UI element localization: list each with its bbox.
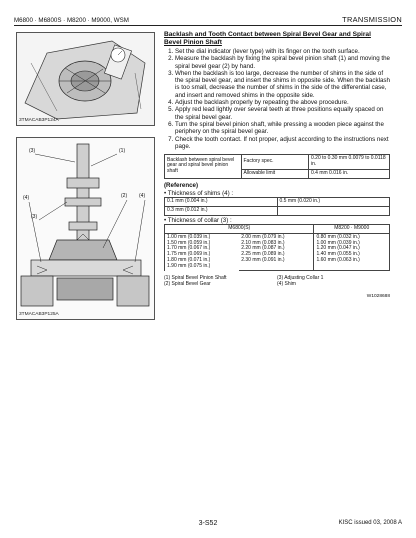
collar-value: 1.70 mm (0.067 in.) bbox=[167, 245, 211, 252]
collar-value: 2.25 mm (0.089 in.) bbox=[241, 251, 285, 258]
legend-item: (3) Adjusting Collar 1 bbox=[277, 275, 324, 282]
step-item: 1. Set the dial indicator (lever type) with its finger on the tooth surface. bbox=[175, 48, 390, 55]
shims-table bbox=[164, 197, 390, 216]
gear-housing-illustration bbox=[17, 33, 154, 125]
collar-value: 1.00 mm (0.039 in.) bbox=[167, 233, 211, 240]
page-number: 3-S52 bbox=[198, 520, 218, 527]
step-item: 3. When the backlash is too large, decrease the number of shims in the side of the spiral bevel gear, and insert the shims in opposite side. When the backlash is too small, decrease the number of shims in the side of the differential case, and insert and removed shims in the opposite side. bbox=[175, 70, 390, 99]
spec-item: Backlash between spiral bevel gear and spiral bevel pinion shaft bbox=[165, 155, 242, 178]
allowable-limit-value: 0.4 mm 0.016 in. bbox=[309, 169, 390, 178]
spec-table bbox=[164, 154, 390, 178]
legend-item: (1) Spiral Bevel Pinion Shaft bbox=[164, 275, 227, 282]
table-cell: 0.1 mm (0.004 in.) bbox=[165, 198, 278, 207]
legend-item: (2) Spiral Bevel Gear bbox=[164, 281, 211, 288]
document-code: W1028688 bbox=[366, 294, 390, 300]
pinion-shaft-section-illustration bbox=[17, 138, 154, 319]
procedure-steps bbox=[164, 48, 390, 150]
factory-spec-label: Factory spec. bbox=[241, 155, 309, 170]
collar-col-m8200: M8200 · M9000 bbox=[314, 225, 390, 234]
step-item: 5. Apply red lead lightly over several teeth at three positions equally spaced on the spiral bevel gear. bbox=[175, 106, 390, 121]
header-rule bbox=[14, 25, 402, 26]
figure-dial-indicator bbox=[16, 32, 155, 126]
table-cell bbox=[239, 233, 314, 270]
collar-value: 2.30 mm (0.091 in.) bbox=[241, 257, 285, 264]
figure1-code: 3TMACAB3P124A bbox=[19, 118, 59, 123]
step-item: 4. Adjust the backlash properly by repeating the above procedure. bbox=[175, 99, 390, 106]
factory-spec-value: 0.20 to 0.30 mm 0.0079 to 0.0118 in. bbox=[309, 155, 390, 170]
header-section: TRANSMISSION bbox=[342, 15, 402, 24]
collar-value: 2.00 mm (0.079 in.) bbox=[241, 233, 285, 240]
collar-value: 1.75 mm (0.069 in.) bbox=[167, 251, 211, 258]
callout-3-top: (3) bbox=[29, 148, 36, 154]
collar-value: 1.80 mm (0.071 in.) bbox=[167, 257, 211, 264]
callout-3-mid: (3) bbox=[31, 214, 38, 220]
callout-4-right: (4) bbox=[139, 193, 146, 199]
table-cell bbox=[165, 233, 240, 270]
collar-table bbox=[164, 224, 390, 271]
figure-cross-section bbox=[16, 137, 155, 320]
callout-2: (2) bbox=[121, 193, 128, 199]
table-cell: 0.5 mm (0.020 in.) bbox=[277, 198, 390, 207]
step-item: 6. Turn the spiral bevel pinion shaft, while pressing a wooden piece against the periphery on the spiral bevel gear. bbox=[175, 121, 390, 136]
page-header bbox=[14, 10, 402, 24]
issue-info: KISC issued 03, 2008 A bbox=[338, 520, 402, 526]
step-item: 2. Measure the backlash by fixing the spiral bevel pinion shaft (1) and moving the spiral bevel gear (2) by hand. bbox=[175, 55, 390, 70]
table-cell: 0.3 mm (0.012 in.) bbox=[165, 206, 278, 215]
collar-value: 2.10 mm (0.083 in.) bbox=[241, 239, 285, 246]
legend-item: (4) Shim bbox=[277, 281, 296, 288]
callout-4-left: (4) bbox=[23, 195, 30, 201]
table-cell bbox=[277, 206, 390, 215]
allowable-limit-label: Allowable limit bbox=[241, 169, 309, 178]
figure2-code: 3TMACAB3P125A bbox=[19, 312, 59, 317]
reference-heading: (Reference) bbox=[164, 181, 199, 189]
collar-value: 2.20 mm (0.087 in.) bbox=[241, 245, 285, 252]
collar-value: 1.90 mm (0.075 in.) bbox=[167, 262, 211, 269]
collar-value: 0.80 mm (0.032 in.) bbox=[316, 233, 360, 240]
collar-col-m6800: M6800(S) bbox=[165, 225, 314, 234]
collar-value: 1.20 mm (0.047 in.) bbox=[316, 245, 360, 252]
table-cell bbox=[314, 233, 390, 270]
collar-value: 1.50 mm (0.059 in.) bbox=[167, 239, 211, 246]
procedure-title: Backlash and Tooth Contact between Spiral Bevel Gear and Spiral Bevel Pinion Shaft bbox=[164, 31, 371, 46]
collar-value: 1.40 mm (0.055 in.) bbox=[316, 251, 360, 258]
collar-value: 1.60 mm (0.063 in.) bbox=[316, 257, 360, 264]
callout-1: (1) bbox=[119, 148, 126, 154]
header-models: M6800 · M6800S · M8200 · M9000, WSM bbox=[14, 17, 129, 24]
procedure-column bbox=[164, 31, 390, 300]
step-item: 7. Check the tooth contact. If not proper, adjust according to the instructions next page. bbox=[175, 136, 390, 151]
page-footer bbox=[14, 520, 402, 526]
collar-label: • Thickness of collar (3) : bbox=[164, 216, 232, 224]
shims-label: • Thickness of shims (4) : bbox=[164, 189, 234, 197]
parts-legend bbox=[164, 275, 390, 287]
collar-value: 1.00 mm (0.039 in.) bbox=[316, 239, 360, 246]
